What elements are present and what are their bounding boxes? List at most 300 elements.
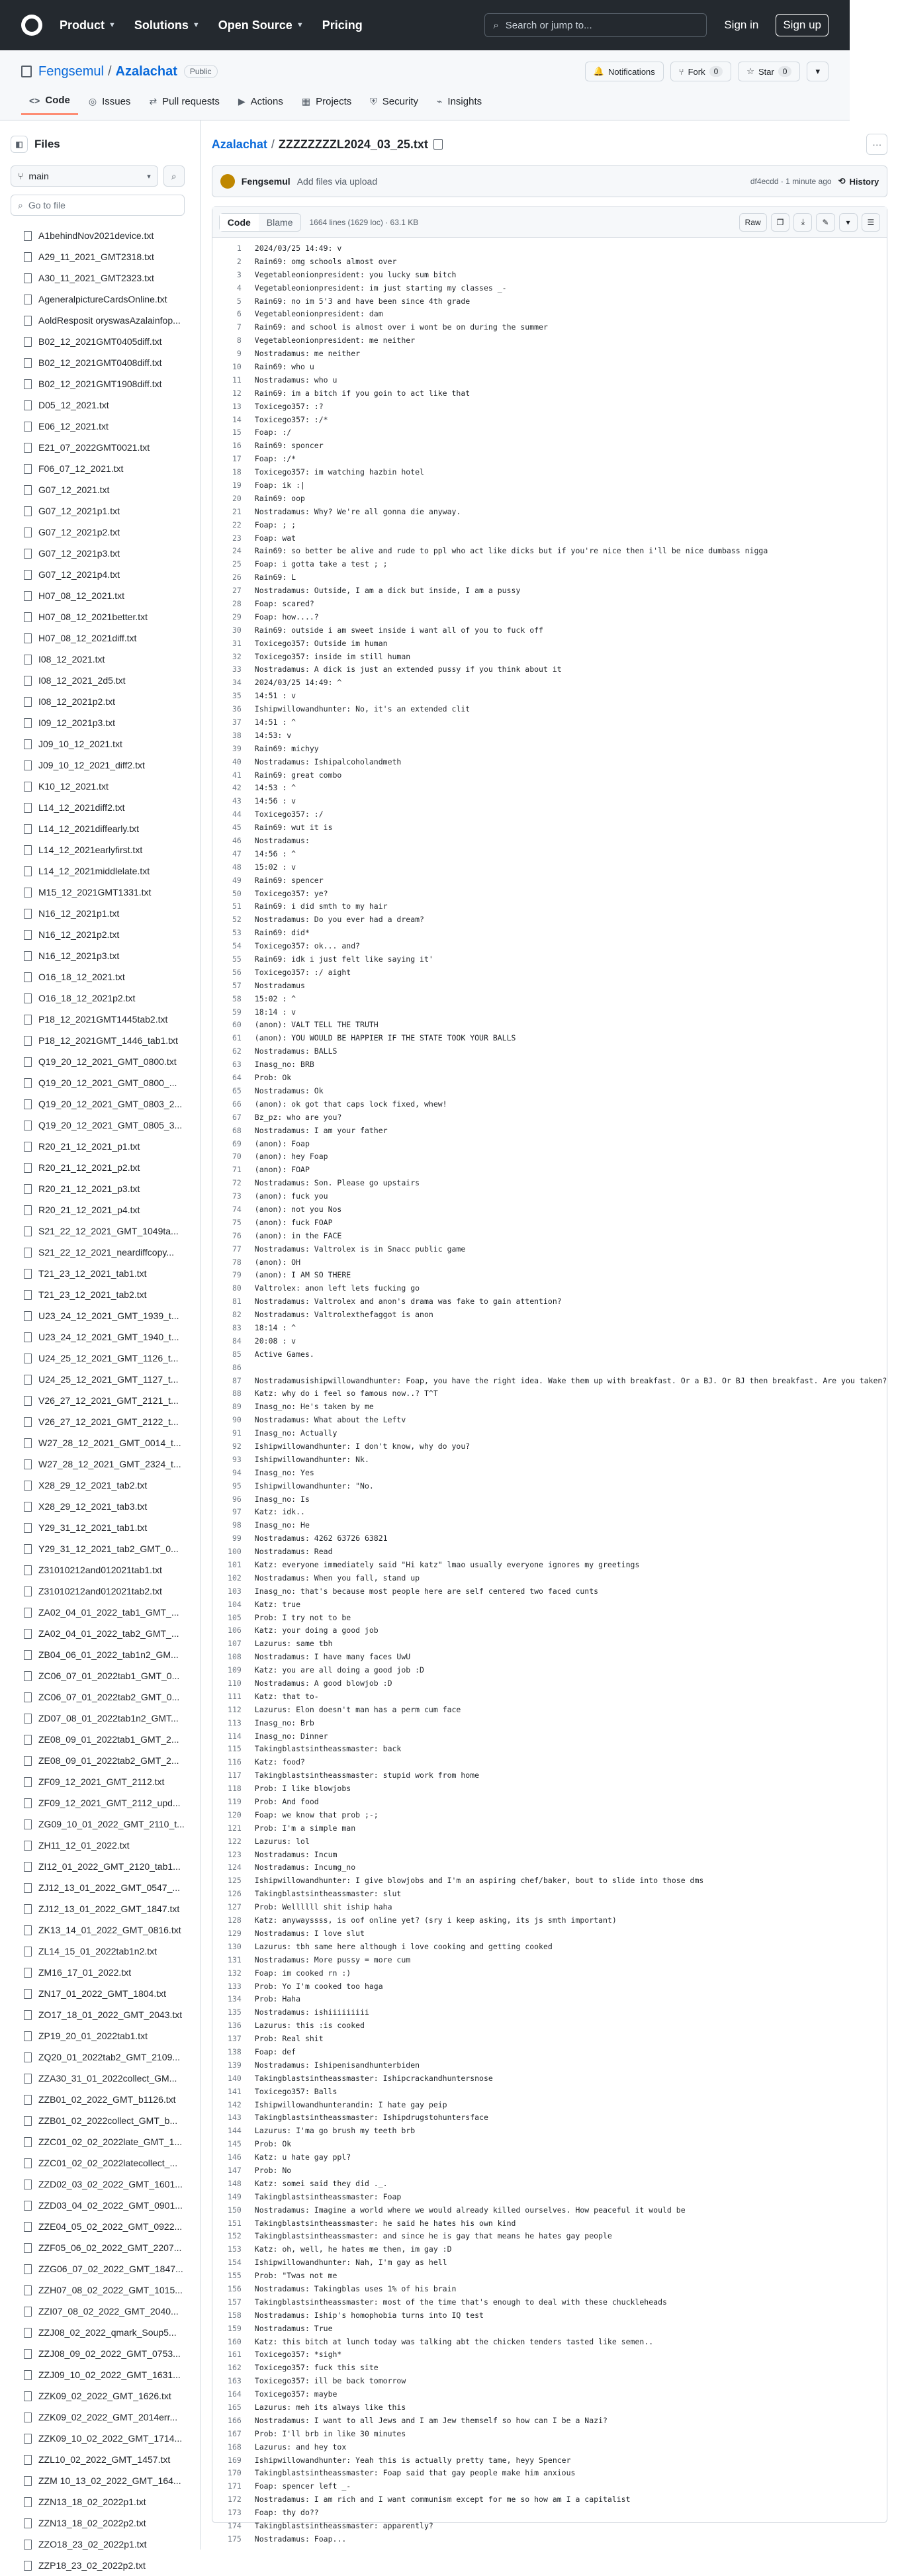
line-number[interactable]: 41 [232,770,242,780]
file-tree-item[interactable] [11,882,185,903]
file-tree-item[interactable] [11,1453,185,1475]
file-tree-item[interactable] [11,2364,185,2385]
file-tree-item[interactable] [11,924,185,945]
line-number[interactable]: 22 [232,520,242,529]
file-tree-item[interactable] [11,1115,185,1136]
line-number[interactable]: 19 [232,480,242,490]
file-tree-item[interactable] [11,373,185,394]
file-tree-item[interactable] [11,1009,185,1030]
line-number[interactable]: 108 [228,1652,242,1662]
line-number[interactable]: 137 [228,2034,242,2044]
line-number[interactable]: 86 [232,1362,242,1372]
file-tree-item[interactable] [11,2025,185,2047]
nav-solutions[interactable]: Solutions ▼ [134,18,200,32]
line-number[interactable]: 1 [236,243,242,253]
line-number[interactable]: 146 [228,2152,242,2162]
line-number[interactable]: 50 [232,888,242,898]
line-number[interactable]: 132 [228,1968,242,1978]
nav-pricing[interactable]: Pricing [322,18,363,32]
file-tree-item[interactable] [11,2089,185,2110]
file-tree-item[interactable] [11,1856,185,1877]
file-tree-item[interactable] [11,860,185,882]
line-number[interactable]: 58 [232,993,242,1003]
line-number[interactable]: 18 [232,467,242,477]
line-number[interactable]: 160 [228,2336,242,2346]
line-number[interactable]: 152 [228,2231,242,2241]
line-number[interactable]: 27 [232,586,242,596]
line-number[interactable]: 11 [232,375,242,385]
file-tree-item[interactable] [11,1136,185,1157]
line-number[interactable]: 61 [232,1033,242,1043]
file-tree-item[interactable] [11,1369,185,1390]
file-tree-item[interactable] [11,1623,185,1644]
line-number[interactable]: 64 [232,1073,242,1083]
file-tree-item[interactable] [11,2555,185,2576]
download-button[interactable] [793,213,812,232]
line-number[interactable]: 38 [232,730,242,740]
line-number[interactable]: 96 [232,1494,242,1504]
blame-view-button[interactable]: Blame [266,216,293,228]
file-tree-item[interactable] [11,1962,185,1983]
line-number[interactable]: 52 [232,915,242,925]
line-number[interactable]: 126 [228,1889,242,1899]
file-tree-item[interactable] [11,1199,185,1220]
file-tree-item[interactable] [11,1348,185,1369]
line-number[interactable]: 166 [228,2415,242,2425]
file-tree-item[interactable] [11,776,185,797]
line-number[interactable]: 57 [232,980,242,990]
line-number[interactable]: 25 [232,559,242,569]
nav-product[interactable]: Product ▼ [60,18,116,32]
file-tree-item[interactable] [11,1432,185,1453]
line-number[interactable]: 90 [232,1415,242,1425]
line-number[interactable]: 89 [232,1402,242,1412]
file-tree-item[interactable] [11,818,185,839]
line-number[interactable]: 119 [228,1797,242,1807]
file-tree-item[interactable] [11,2152,185,2174]
line-number[interactable]: 16 [232,441,242,451]
file-tree-item[interactable] [11,2512,185,2534]
line-number[interactable]: 157 [228,2297,242,2307]
file-tree-item[interactable] [11,522,185,543]
file-tree-item[interactable] [11,670,185,691]
file-tree-item[interactable] [11,1983,185,2004]
file-tree-item[interactable] [11,733,185,755]
file-tree-item[interactable] [11,2174,185,2195]
copy-path-icon[interactable] [433,139,443,150]
file-tree-item[interactable] [11,1898,185,1919]
line-number[interactable]: 145 [228,2139,242,2149]
file-tree-item[interactable] [11,2385,185,2407]
line-number[interactable]: 40 [232,757,242,766]
star-button[interactable]: ☆ Star 0 [738,62,800,81]
line-number[interactable]: 82 [232,1310,242,1320]
file-tree-item[interactable] [11,1051,185,1072]
repo-name-link[interactable]: Azalachat [115,64,177,79]
line-number[interactable]: 171 [228,2481,242,2491]
file-tree-item[interactable] [11,988,185,1009]
line-number[interactable]: 168 [228,2442,242,2452]
line-number[interactable]: 161 [228,2350,242,2360]
line-number[interactable]: 174 [228,2521,242,2531]
file-tree-item[interactable] [11,2047,185,2068]
line-number[interactable]: 133 [228,1981,242,1991]
line-number[interactable]: 144 [228,2126,242,2136]
line-number[interactable]: 113 [228,1718,242,1727]
line-number[interactable]: 3 [236,269,242,279]
line-number[interactable]: 136 [228,2021,242,2031]
line-number[interactable]: 31 [232,638,242,648]
file-tree-item[interactable] [11,839,185,860]
line-number[interactable]: 162 [228,2363,242,2373]
file-tree-item[interactable] [11,458,185,479]
line-number[interactable]: 49 [232,875,242,885]
line-number[interactable]: 127 [228,1902,242,1912]
line-number[interactable]: 122 [228,1836,242,1846]
tab-actions[interactable]: ▶ Actions [238,95,283,107]
line-number[interactable]: 172 [228,2495,242,2505]
file-tree-item[interactable] [11,1792,185,1814]
line-number[interactable]: 13 [232,401,242,411]
more-options-button[interactable] [866,134,887,155]
line-number[interactable]: 128 [228,1915,242,1925]
line-number[interactable]: 39 [232,743,242,753]
line-number[interactable]: 24 [232,546,242,556]
line-number[interactable]: 155 [228,2271,242,2281]
line-number[interactable]: 34 [232,678,242,688]
line-number[interactable]: 91 [232,1428,242,1438]
file-tree-item[interactable] [11,2428,185,2449]
line-number[interactable]: 150 [228,2205,242,2215]
line-number[interactable]: 4 [236,283,242,293]
line-number[interactable]: 111 [228,1691,242,1701]
line-number[interactable]: 62 [232,1046,242,1056]
line-number[interactable]: 63 [232,1060,242,1070]
line-number[interactable]: 30 [232,625,242,635]
line-number[interactable]: 78 [232,1257,242,1267]
line-number[interactable]: 130 [228,1941,242,1951]
line-number[interactable]: 80 [232,1283,242,1293]
line-number[interactable]: 60 [232,1020,242,1030]
line-number[interactable]: 5 [236,296,242,306]
line-number[interactable]: 55 [232,954,242,964]
edit-dropdown-button[interactable] [839,213,858,232]
line-number[interactable]: 134 [228,1994,242,2004]
file-tree-item[interactable] [11,2322,185,2343]
line-number[interactable]: 42 [232,783,242,793]
file-tree-item[interactable] [11,1284,185,1305]
commit-hash[interactable]: df4ecdd · 1 minute ago [750,177,832,186]
line-number[interactable]: 7 [236,322,242,332]
line-number[interactable]: 46 [232,836,242,846]
line-number[interactable]: 17 [232,454,242,464]
line-number[interactable]: 29 [232,612,242,621]
line-number[interactable]: 66 [232,1099,242,1109]
line-number[interactable]: 106 [228,1626,242,1635]
file-tree-item[interactable] [11,2131,185,2152]
file-tree-item[interactable] [11,2449,185,2470]
file-tree-item[interactable] [11,966,185,988]
line-number[interactable]: 116 [228,1757,242,1767]
line-number[interactable]: 10 [232,361,242,371]
line-number[interactable]: 70 [232,1152,242,1162]
line-number[interactable]: 69 [232,1138,242,1148]
file-tree-item[interactable] [11,543,185,564]
line-number[interactable]: 43 [232,796,242,806]
file-tree-item[interactable] [11,1242,185,1263]
line-number[interactable]: 170 [228,2468,242,2478]
line-number[interactable]: 151 [228,2218,242,2228]
line-number[interactable]: 28 [232,598,242,608]
tab-projects[interactable]: ▦ Projects [301,95,352,107]
line-number[interactable]: 154 [228,2258,242,2268]
file-tree-item[interactable] [11,2258,185,2279]
file-tree-item[interactable] [11,479,185,500]
line-number[interactable]: 115 [228,1744,242,1754]
file-tree-item[interactable] [11,649,185,670]
line-number[interactable]: 32 [232,651,242,661]
file-tree-item[interactable] [11,2110,185,2131]
file-tree-item[interactable] [11,1919,185,1941]
collapse-sidebar-icon[interactable]: ◧ [11,136,28,153]
file-tree-item[interactable] [11,1538,185,1559]
line-number[interactable]: 159 [228,2323,242,2333]
line-number[interactable]: 156 [228,2283,242,2293]
line-number[interactable]: 94 [232,1467,242,1477]
file-tree-item[interactable] [11,755,185,776]
line-number[interactable]: 98 [232,1520,242,1530]
breadcrumb-repo-link[interactable]: Azalachat [211,137,267,151]
file-tree-item[interactable] [11,1390,185,1411]
file-tree-item[interactable] [11,585,185,606]
file-tree-item[interactable] [11,1835,185,1856]
tab-pull-requests[interactable]: ⇄ Pull requests [149,95,220,107]
repo-owner-link[interactable]: Fengsemul [38,64,104,79]
line-number[interactable]: 59 [232,1007,242,1017]
file-tree-item[interactable] [11,627,185,649]
file-tree-item[interactable] [11,2343,185,2364]
file-tree-item[interactable] [11,691,185,712]
line-number[interactable]: 167 [228,2428,242,2438]
file-tree-item[interactable] [11,1072,185,1093]
go-to-file-input[interactable] [11,195,185,216]
file-tree-item[interactable] [11,2470,185,2491]
edit-button[interactable] [816,213,834,232]
line-number[interactable]: 75 [232,1217,242,1227]
line-number[interactable]: 120 [228,1810,242,1819]
file-tree-item[interactable] [11,1559,185,1581]
line-number[interactable]: 124 [228,1863,242,1872]
line-number[interactable]: 54 [232,941,242,951]
line-number[interactable]: 158 [228,2310,242,2320]
line-number[interactable]: 99 [232,1534,242,1543]
file-tree-item[interactable] [11,1220,185,1242]
file-tree-item[interactable] [11,1326,185,1348]
tab-code[interactable]: <> Code [21,87,78,115]
file-tree-item[interactable] [11,500,185,522]
file-tree-item[interactable] [11,1157,185,1178]
line-number[interactable]: 103 [228,1586,242,1596]
file-tree-item[interactable] [11,1686,185,1708]
commit-author-link[interactable]: Fengsemul [241,176,291,187]
line-number[interactable]: 15 [232,428,242,437]
line-number[interactable]: 104 [228,1599,242,1609]
file-tree-item[interactable] [11,289,185,310]
line-number[interactable]: 74 [232,1204,242,1214]
line-number[interactable]: 114 [228,1731,242,1741]
tab-issues[interactable]: ◎ Issues [88,95,131,107]
search-files-button[interactable] [163,165,185,187]
line-number[interactable]: 6 [236,309,242,319]
file-tree-item[interactable] [11,2216,185,2237]
line-number[interactable]: 163 [228,2376,242,2386]
file-tree-item[interactable] [11,564,185,585]
line-number[interactable]: 117 [228,1771,242,1780]
file-tree-item[interactable] [11,1771,185,1792]
line-number[interactable]: 149 [228,2191,242,2201]
line-number[interactable]: 72 [232,1178,242,1188]
line-number[interactable]: 8 [236,336,242,345]
line-number[interactable]: 140 [228,2073,242,2083]
file-tree-item[interactable] [11,606,185,627]
file-tree-item[interactable] [11,1517,185,1538]
code-view-button[interactable]: Code [220,214,259,231]
line-number[interactable]: 9 [236,349,242,359]
file-tree-item[interactable] [11,267,185,289]
file-tree-item[interactable] [11,1941,185,1962]
line-number[interactable]: 68 [232,1125,242,1135]
file-tree-item[interactable] [11,1496,185,1517]
line-number[interactable]: 173 [228,2508,242,2518]
line-number[interactable]: 81 [232,1297,242,1307]
line-number[interactable]: 65 [232,1085,242,1095]
file-tree-item[interactable] [11,2279,185,2301]
line-number[interactable]: 153 [228,2244,242,2254]
file-tree-item[interactable] [11,712,185,733]
line-number[interactable]: 105 [228,1612,242,1622]
line-number[interactable]: 109 [228,1665,242,1675]
file-tree-item[interactable] [11,225,185,246]
file-tree-item[interactable] [11,2301,185,2322]
line-number[interactable]: 95 [232,1481,242,1491]
line-number[interactable]: 71 [232,1165,242,1175]
file-tree-item[interactable] [11,1708,185,1729]
file-tree-item[interactable] [11,1729,185,1750]
line-number[interactable]: 37 [232,717,242,727]
sign-up-button[interactable]: Sign up [776,14,829,36]
line-number[interactable]: 107 [228,1639,242,1649]
file-tree-item[interactable] [11,437,185,458]
file-tree-item[interactable] [11,1475,185,1496]
line-number[interactable]: 14 [232,414,242,424]
line-number[interactable]: 56 [232,967,242,977]
github-logo-icon[interactable] [21,15,42,36]
line-number[interactable]: 175 [228,2534,242,2544]
raw-button[interactable]: Raw [739,213,767,232]
file-tree-item[interactable] [11,1305,185,1326]
line-number[interactable]: 84 [232,1336,242,1346]
file-tree-item[interactable] [11,2195,185,2216]
line-number[interactable]: 92 [232,1441,242,1451]
line-number[interactable]: 83 [232,1322,242,1332]
line-number[interactable]: 36 [232,704,242,714]
line-number[interactable]: 87 [232,1375,242,1385]
file-tree-item[interactable] [11,246,185,267]
line-number[interactable]: 125 [228,1876,242,1886]
line-number[interactable]: 118 [228,1784,242,1794]
line-number[interactable]: 85 [232,1349,242,1359]
file-tree-item[interactable] [11,1814,185,1835]
line-number[interactable]: 51 [232,901,242,911]
line-number[interactable]: 121 [228,1823,242,1833]
sign-in-link[interactable]: Sign in [724,19,759,31]
line-number[interactable]: 148 [228,2178,242,2188]
line-number[interactable]: 139 [228,2060,242,2070]
file-tree-item[interactable] [11,352,185,373]
file-tree-item[interactable] [11,2004,185,2025]
line-number[interactable]: 47 [232,849,242,858]
file-tree-item[interactable] [11,2407,185,2428]
line-number[interactable]: 33 [232,665,242,674]
line-number[interactable]: 93 [232,1454,242,1464]
file-tree-item[interactable] [11,2534,185,2555]
line-number[interactable]: 53 [232,928,242,938]
file-tree-item[interactable] [11,331,185,352]
commit-message-link[interactable]: Add files via upload [296,176,378,187]
line-number[interactable]: 135 [228,2007,242,2017]
avatar[interactable] [220,174,235,189]
file-tree-item[interactable] [11,1411,185,1432]
line-number[interactable]: 164 [228,2389,242,2399]
line-number[interactable]: 142 [228,2099,242,2109]
line-number[interactable]: 101 [228,1560,242,1569]
line-number[interactable]: 97 [232,1507,242,1517]
line-number[interactable]: 102 [228,1573,242,1583]
file-tree-item[interactable] [11,2237,185,2258]
file-tree-item[interactable] [11,1877,185,1898]
file-tree-item[interactable] [11,416,185,437]
file-tree-item[interactable] [11,394,185,416]
line-number[interactable]: 147 [228,2165,242,2175]
file-tree-item[interactable] [11,945,185,966]
file-tree-item[interactable] [11,2491,185,2512]
line-number[interactable]: 35 [232,691,242,701]
line-number[interactable]: 20 [232,493,242,503]
line-number[interactable]: 26 [232,573,242,582]
file-tree-item[interactable] [11,1030,185,1051]
line-number[interactable]: 112 [228,1704,242,1714]
line-number[interactable]: 131 [228,1955,242,1964]
line-number[interactable]: 76 [232,1230,242,1240]
file-tree-item[interactable] [11,1178,185,1199]
file-tree-item[interactable] [11,1263,185,1284]
line-number[interactable]: 23 [232,533,242,543]
file-tree-item[interactable] [11,310,185,331]
line-number[interactable]: 141 [228,2086,242,2096]
symbols-panel-button[interactable] [862,213,881,232]
file-tree-item[interactable] [11,1665,185,1686]
line-number[interactable]: 77 [232,1244,242,1254]
line-number[interactable]: 44 [232,809,242,819]
line-number[interactable]: 138 [228,2047,242,2056]
line-number[interactable]: 2 [236,256,242,266]
file-tree-item[interactable] [11,1581,185,1602]
file-tree-item[interactable] [11,1093,185,1115]
line-number[interactable]: 67 [232,1112,242,1122]
star-dropdown-button[interactable] [807,62,829,81]
notifications-button[interactable]: 🔔 Notifications [585,62,664,81]
line-number[interactable]: 21 [232,506,242,516]
